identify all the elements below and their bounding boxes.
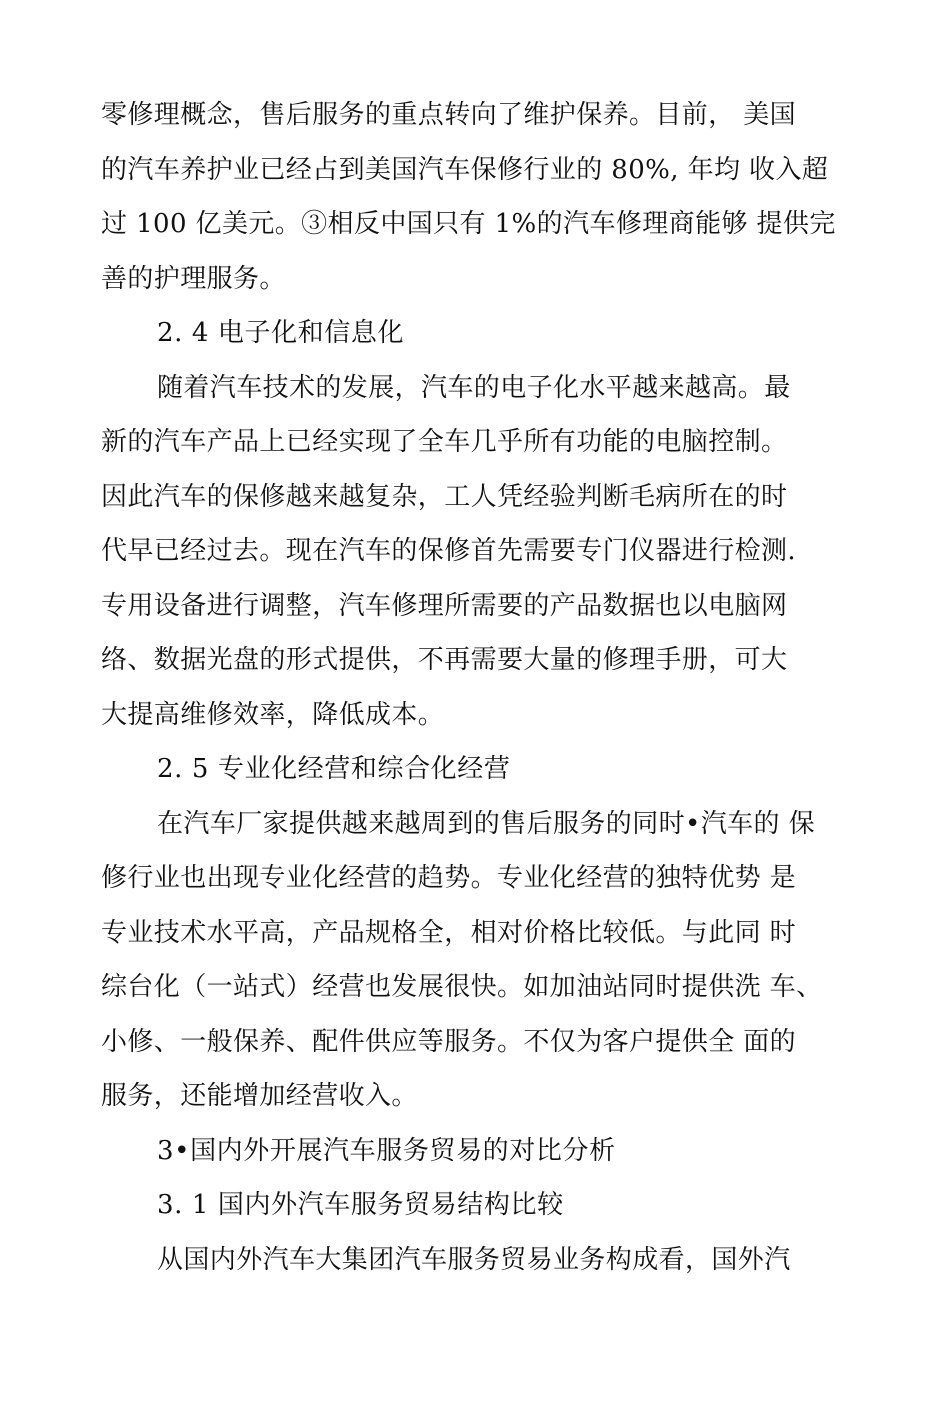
paragraph-line: 小修、一般保养、配件供应等服务。不仅为客户提供全 面的 <box>101 1026 797 1057</box>
section-heading-3-1: 3. 1 国内外汽车服务贸易结构比较 <box>157 1190 564 1220</box>
paragraph-line: 善的护理服务。 <box>101 263 286 294</box>
paragraph-line: 因此汽车的保修越来越复杂，工人凭经验判断毛病所在的时 <box>101 481 788 512</box>
paragraph-line: 大提高维修效率，降低成本。 <box>101 699 445 730</box>
paragraph-line: 综台化（一站式）经营也发展很快。如加油站同时提供洗 车、 <box>101 972 823 1002</box>
paragraph-line: 专业技术水平高，产品规格全，相对价格比较低。与此同 时 <box>101 917 797 948</box>
document-body <box>101 88 861 1287</box>
paragraph-first-line: 在汽车厂家提供越来越周到的售后服务的同时•汽车的 保 <box>157 808 816 839</box>
paragraph-line: 零修理概念，售后服务的重点转向了维护保养。目前， 美国 <box>101 100 797 130</box>
paragraph-line: 新的汽车产品上已经实现了全车几乎所有功能的电脑控制。 <box>101 427 788 457</box>
paragraph-line: 服务，还能增加经营收入。 <box>101 1081 418 1111</box>
paragraph-line: 代早已经过去。现在汽车的保修首先需要专门仪器进行检测. <box>101 536 797 566</box>
paragraph-line: 的汽车养护业已经占到美国汽车保修行业的 80%, 年均 收入超 <box>101 154 829 185</box>
paragraph-line: 过 100 亿美元。③相反中国只有 1%的汽车修理商能够 提供完 <box>101 209 836 239</box>
paragraph-line: 修行业也出现专业化经营的趋势。专业化经营的独特优势 是 <box>101 863 797 893</box>
paragraph-first-line: 随着汽车技术的发展，汽车的电子化水平越来越高。最 <box>157 372 791 403</box>
paragraph-line: 络、数据光盘的形式提供，不再需要大量的修理手册，可大 <box>101 645 788 675</box>
paragraph-first-line: 从国内外汽车大集团汽车服务贸易业务构成看，国外汽 <box>157 1244 791 1275</box>
section-heading-3: 3•国内外开展汽车服务贸易的对比分析 <box>157 1135 616 1166</box>
section-heading-2-4: 2. 4 电子化和信息化 <box>157 318 405 348</box>
section-heading-2-5: 2. 5 专业化经营和综合化经营 <box>157 754 511 784</box>
paragraph-line: 专用设备进行调整，汽车修理所需要的产品数据也以电脑网 <box>101 590 788 621</box>
